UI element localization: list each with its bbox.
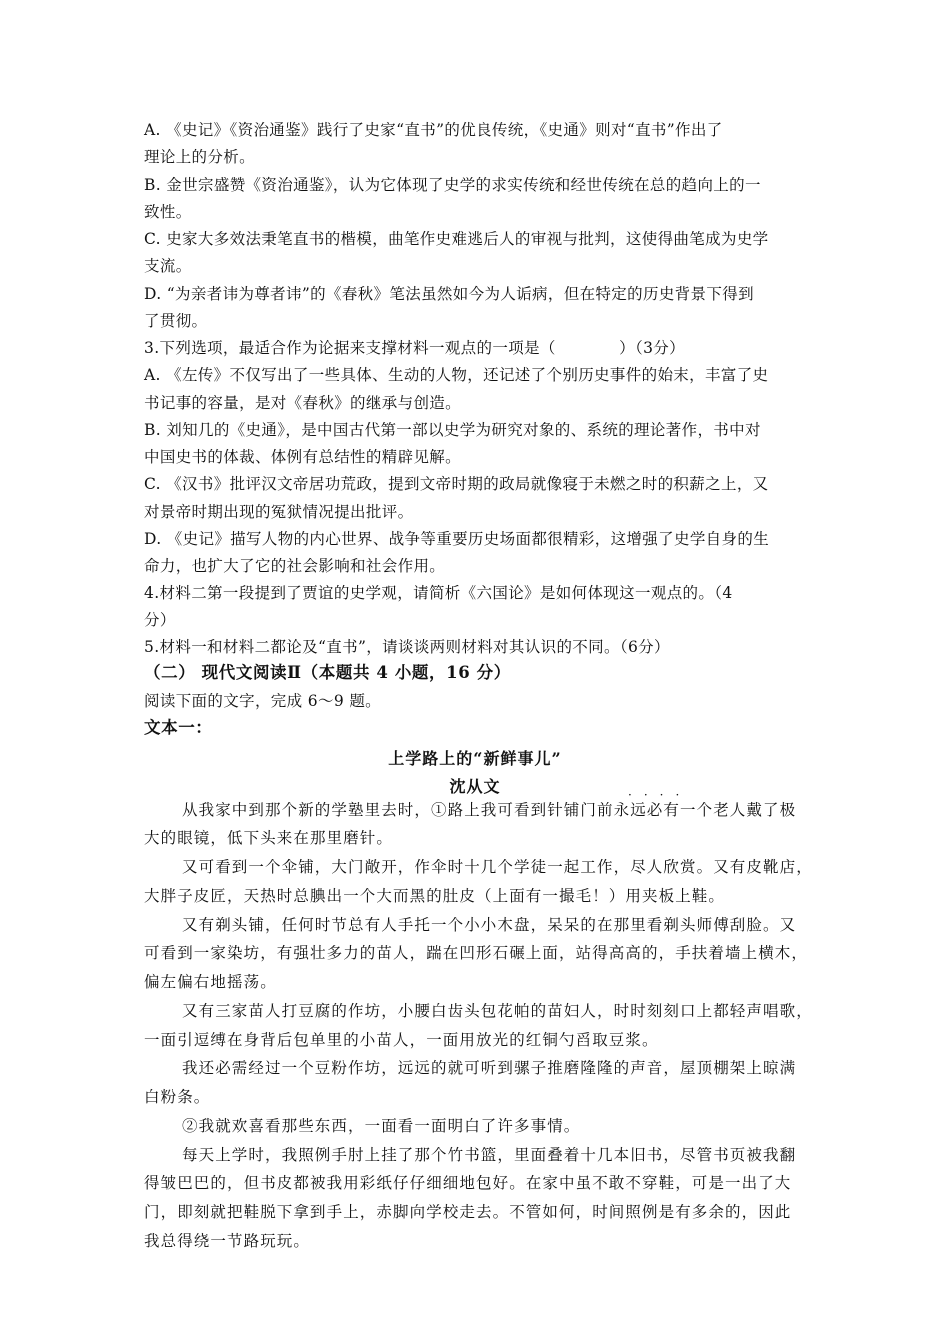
article-line-4: 大胖子皮匠，天热时总腆出一个大而黑的肚皮（上面有一撮毛！）用夹板上鞋。: [144, 887, 726, 905]
q4-line2: 分）: [144, 611, 176, 629]
article-line-16: 我总得绕一节路玩玩。: [144, 1232, 311, 1250]
article-line-7: 偏左偏右地摇荡。: [144, 973, 277, 991]
q3-option-a-line1: A. 《左传》不仅写出了一些具体、生动的人物，还记述了个别历史事件的始末，丰富了史: [144, 366, 769, 384]
q2-option-d-line2: 了贯彻。: [144, 312, 208, 330]
section-heading: （二） 现代文阅读Ⅱ（本题共 4 小题，16 分）: [144, 663, 511, 682]
q4-line1: 4.材料二第一段提到了贾谊的史学观，请简析《六国论》是如何体现这一观点的。（4: [144, 584, 733, 602]
q2-option-c-line2: 支流。: [144, 257, 192, 275]
article-line-12: ②我就欢喜看那些东西，一面看一面明白了许多事情。: [182, 1117, 581, 1135]
q5: 5.材料一和材料二都论及“直书”，请谈谈两则材料对其认识的不同。（6分）: [144, 638, 670, 656]
q3-stem: 3.下列选项，最适合作为论据来支撑材料一观点的一项是（ ）（3分）: [144, 339, 686, 357]
q2-option-c-line1: C. 史家大多效法秉笔直书的楷模，曲笔作史难逃后人的审视与批判，这使得曲笔成为史学: [144, 230, 769, 248]
q2-option-a-line1: A. 《史记》《资治通鉴》践行了史家“直书”的优良传统，《史通》则对“直书”作出了: [144, 121, 723, 139]
article-line-5: 又有剃头铺，任何时节总有人手托一个小小木盘，呆呆的在那里看剃头师傅刮脸。又: [182, 916, 797, 934]
article-line-11: 白粉条。: [144, 1088, 211, 1106]
q2-option-b-line2: 致性。: [144, 203, 192, 221]
article-author: 沈从文: [449, 777, 501, 796]
q3-option-d-line1: D. 《史记》描写人物的内心世界、战争等重要历史场面都很精彩，这增强了史学自身的生: [144, 530, 770, 548]
article-line-3: 又可看到一个伞铺，大门敞开，作伞时十几个学徒一起工作，尽人欣赏。又有皮靴店，: [182, 858, 813, 876]
q3-option-c-line1: C. 《汉书》批评汉文帝居功荒政，提到文帝时期的政局就像寝于未燃之时的积薪之上，又: [144, 475, 769, 493]
article-title: 上学路上的“新鲜事儿”: [388, 749, 562, 768]
article-line-1: 从我家中到那个新的学塾里去时，①路上我可看到针铺门前永远必有一个老人戴了极: [182, 801, 797, 819]
article-line-13: 每天上学时，我照例手肘上挂了那个竹书篮，里面叠着十几本旧书，尽管书页被我翻: [182, 1146, 797, 1164]
q3-option-d-line2: 命力，也扩大了它的社会影响和社会作用。: [144, 557, 446, 575]
q3-option-a-line2: 书记事的容量，是对《春秋》的继承与创造。: [144, 394, 462, 412]
q2-option-b-line1: B. 金世宗盛赞《资治通鉴》，认为它体现了史学的求实传统和经世传统在总的趋向上的一: [144, 176, 761, 194]
q3-option-c-line2: 对景帝时期出现的冤狱情况提出批评。: [144, 503, 414, 521]
q2-option-d-line1: D. “为亲者讳为尊者讳”的《春秋》笔法虽然如今为人诟病，但在特定的历史背景下得到: [144, 285, 754, 303]
emphasis-marks: ····: [628, 788, 692, 802]
text-label: 文本一：: [144, 718, 213, 737]
article-line-15: 门，即刻就把鞋脱下拿到手上，赤脚向学校走去。不管如何，时间照例是有多余的，因此: [144, 1203, 792, 1221]
article-line-6: 可看到一家染坊，有强壮多力的苗人，踹在凹形石碾上面，站得高高的，手扶着墙上横木，: [144, 944, 809, 962]
q2-option-a-line2: 理论上的分析。: [144, 148, 255, 166]
article-line-10: 我还必需经过一个豆粉作坊，远远的就可听到骡子推磨隆隆的声音，屋顶棚架上晾满: [182, 1059, 797, 1077]
instruction: 阅读下面的文字，完成 6～9 题。: [144, 692, 382, 710]
q3-option-b-line2: 中国史书的体裁、体例有总结性的精辟见解。: [144, 448, 462, 466]
article-line-8: 又有三家苗人打豆腐的作坊，小腰白齿头包花帕的苗妇人，时时刻刻口上都轻声唱歌，: [182, 1002, 813, 1020]
article-line-14: 得皱巴巴的，但书皮都被我用彩纸仔仔细细地包好。在家中虽不敢不穿鞋，可是一出了大: [144, 1174, 792, 1192]
article-line-2: 大的眼镜，低下头来在那里磨针。: [144, 829, 394, 847]
article-line-9: 一面引逗缚在身背后包单里的小苗人，一面用放光的红铜勺舀取豆浆。: [144, 1031, 659, 1049]
q3-option-b-line1: B. 刘知几的《史通》，是中国古代第一部以史学为研究对象的、系统的理论著作，书中对: [144, 421, 761, 439]
